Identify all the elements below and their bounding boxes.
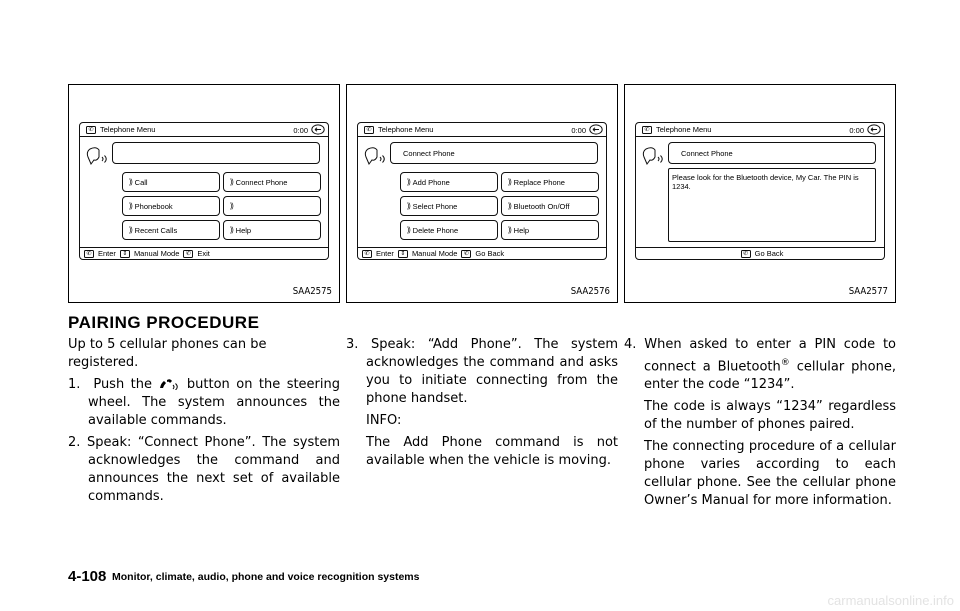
- phone-icon: ✆: [461, 250, 471, 258]
- phone-icon: ✆: [741, 250, 751, 258]
- blank-button[interactable]: [223, 196, 321, 216]
- screen-title: Telephone Menu: [100, 125, 156, 134]
- clock: 0:00: [849, 126, 864, 135]
- screen-title: Telephone Menu: [656, 125, 712, 134]
- screen-header: [358, 123, 606, 137]
- prompt-text: Connect Phone: [681, 149, 733, 158]
- figure-caption: SAA2577: [848, 286, 888, 297]
- screen-title: Telephone Menu: [378, 125, 434, 134]
- phone-icon: ✆: [364, 126, 374, 134]
- screen-header: [80, 123, 328, 137]
- figure-saa2577: [624, 84, 896, 303]
- step-4: 4. When asked to enter a PIN code to connect a Bluetooth® cellular phone, enter the code “1234”.: [624, 337, 896, 393]
- prompt-box: [668, 142, 876, 164]
- talk-button-icon: [158, 377, 180, 390]
- back-arrow-icon[interactable]: [867, 124, 881, 135]
- telephone-menu-screen: [635, 122, 885, 260]
- step-3: 3. Speak: “Add Phone”. The system acknowledges the command and asks you to initiate connecting from the phone handset.: [346, 337, 618, 406]
- talk-button-icon: ✆: [362, 250, 372, 258]
- voice-wave-icon: )): [230, 202, 233, 210]
- manual-mode-icon: ⇕: [398, 250, 408, 258]
- footer-section-title: Monitor, climate, audio, phone and voice recognition systems: [112, 571, 420, 583]
- select-phone-button[interactable]: )) Select Phone: [400, 196, 498, 216]
- manual-mode-icon: ⇕: [120, 250, 130, 258]
- column-1: [68, 336, 340, 510]
- recent-calls-button[interactable]: )) Recent Calls: [122, 220, 220, 240]
- voice-person-icon: [364, 145, 388, 169]
- voice-person-icon: [642, 145, 666, 169]
- screen-header: [636, 123, 884, 137]
- clock: 0:00: [293, 126, 308, 135]
- screen-footer: ✆ Enter ⇕ Manual Mode ✆ Go Back: [358, 247, 606, 259]
- figure-caption: SAA2575: [292, 286, 332, 297]
- pin-message-box: Please look for the Bluetooth device, My Car. The PIN is 1234.: [668, 168, 876, 242]
- help-button[interactable]: )) Help: [501, 220, 599, 240]
- intro-text: Up to 5 cellular phones can be registered.: [68, 337, 267, 370]
- back-arrow-icon[interactable]: [311, 124, 325, 135]
- voice-wave-icon: )): [129, 178, 132, 186]
- voice-wave-icon: )): [407, 226, 410, 234]
- clock: 0:00: [571, 126, 586, 135]
- section-heading: PAIRING PROCEDURE: [68, 313, 260, 332]
- screen-footer: [636, 247, 884, 259]
- telephone-menu-screen: [79, 122, 329, 260]
- talk-button-icon: ✆: [84, 250, 94, 258]
- voice-wave-icon: )): [129, 226, 132, 234]
- voice-wave-icon: )): [508, 202, 511, 210]
- back-arrow-icon[interactable]: [589, 124, 603, 135]
- connect-phone-button[interactable]: )) Connect Phone: [223, 172, 321, 192]
- go-back-label[interactable]: Go Back: [754, 249, 784, 258]
- phone-icon: ✆: [183, 250, 193, 258]
- replace-phone-button[interactable]: )) Replace Phone: [501, 172, 599, 192]
- voice-wave-icon: )): [508, 178, 511, 186]
- voice-wave-icon: )): [407, 178, 410, 186]
- bluetooth-toggle-button[interactable]: )) Bluetooth On/Off: [501, 196, 599, 216]
- figure-saa2576: [346, 84, 618, 303]
- info-text: The Add Phone command is not available when the vehicle is moving.: [366, 435, 618, 468]
- page-number: 4-108: [68, 568, 107, 585]
- figure-saa2575: [68, 84, 340, 303]
- info-label: INFO:: [366, 413, 402, 428]
- voice-wave-icon: )): [230, 178, 233, 186]
- column-2: [346, 336, 618, 474]
- column-3: [624, 336, 896, 514]
- delete-phone-button[interactable]: )) Delete Phone: [400, 220, 498, 240]
- voice-person-icon: [86, 145, 110, 169]
- step-1: 1. Push the button on the steering wheel. The system announces the available commands.: [68, 377, 341, 428]
- voice-wave-icon: )): [407, 202, 410, 210]
- phone-icon: ✆: [642, 126, 652, 134]
- prompt-box: [112, 142, 320, 164]
- voice-wave-icon: )): [129, 202, 132, 210]
- telephone-menu-screen: [357, 122, 607, 260]
- watermark: carmanualsonline.info: [827, 593, 954, 608]
- help-button[interactable]: )) Help: [223, 220, 321, 240]
- figure-caption: SAA2576: [570, 286, 610, 297]
- step-2: 2. Speak: “Connect Phone”. The system acknowledges the command and announces the next set of available commands.: [68, 435, 340, 504]
- procedure-note: The connecting procedure of a cellular phone varies according to each cellular phone. See the cellular phone Owner’s Manual for more information.: [644, 439, 896, 509]
- prompt-text: Connect Phone: [403, 149, 455, 158]
- phonebook-button[interactable]: )) Phonebook: [122, 196, 220, 216]
- voice-wave-icon: )): [508, 226, 511, 234]
- phone-icon: ✆: [86, 126, 96, 134]
- screen-footer: ✆ Enter ⇕ Manual Mode ✆ Exit: [80, 247, 328, 259]
- prompt-box: [390, 142, 598, 164]
- add-phone-button[interactable]: )) Add Phone: [400, 172, 498, 192]
- pin-note: The code is always “1234” regardless of the number of phones paired.: [644, 399, 896, 433]
- voice-wave-icon: )): [230, 226, 233, 234]
- call-button[interactable]: )) Call: [122, 172, 220, 192]
